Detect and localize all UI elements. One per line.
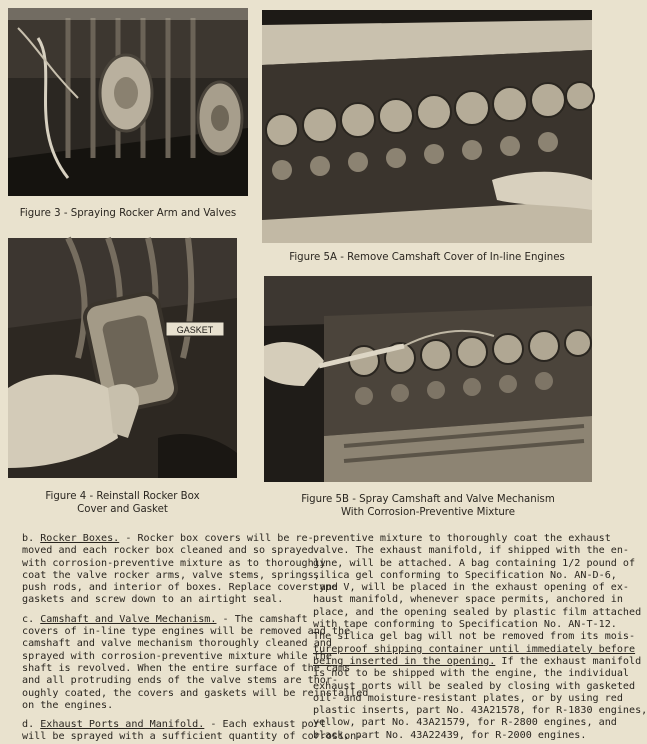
right-text-column: preventive mixture to thoroughly coat the exhaust valve. The exhaust manifold, if shipped with the en- gine, will be attached. A bag containing 1/2 pound of silica gel conforming to Specification No. AN-D-6, type V, will be placed in the exhaust opening of ex- haust manifold, whenever space permits, anchored in place, and the opening sealed by plastic film attached with tape conforming to Specification No. AN-T-12. The silica gel bag will not be removed from its mois- tureproof shipping container until immediately before being inserted in the opening. If the exhaust manifold is not to be shipped with the engine, the individual exhaust ports will be sealed by closing with gasketed oil- and moisture-resistant plates, or by using red plastic inserts, part No. 43A21578, for R-1830 engines, yellow, part No. 43A21579, for R-2800 engines, and black, part No. 43A22439, for R-2000 engines.: [313, 533, 647, 741]
gasket-label: GASKET: [176, 325, 214, 335]
heading-camshaft-valve: Camshaft and Valve Mechanism.: [40, 613, 217, 625]
left-text-column: [22, 533, 369, 744]
figure-4-photo: [8, 238, 237, 478]
paragraph-b: b. Rocker Boxes. - Rocker box covers will be re- moved and each rocker box cleaned and so sprayed with corrosion-preventive mixture as to thoroughly coat the valve rocker arms, valve stems, springs, push rods, and interior of boxes. Replace covers and gaskets and screw down to an airtight seal.: [22, 533, 339, 606]
figure-3-photo: [8, 8, 248, 196]
underlined-text: tureproof shipping container until immediately before: [313, 643, 636, 655]
figure-5b-caption: Figure 5B - Spray Camshaft and Valve Mechanism With Corrosion-Preventive Mixture: [301, 494, 555, 518]
paragraph-d: d. Exhaust Ports and Manifold. - Each exhaust port will be sprayed with a sufficient quantity of corrosion-: [22, 719, 363, 743]
figure-5b-photo: [264, 276, 592, 482]
figure-3-caption: Figure 3 - Spraying Rocker Arm and Valves: [19, 208, 237, 219]
heading-exhaust-ports: Exhaust Ports and Manifold.: [40, 719, 205, 731]
figure-5a-photo: [262, 10, 592, 243]
paragraph-c: c. Camshaft and Valve Mechanism. - The camshaft covers of in-line type engines will be removed and the camshaft and valve mechanism thoroughly cleaned and sprayed with corrosion-preventive mixture while the shaft is revolved. When the entire surface of the cams and all protruding ends of the valve stems are thor- oughly coated, the covers and gaskets will be reinstalled on the engines.: [22, 613, 369, 711]
figure-5a-caption: Figure 5A - Remove Camshaft Cover of In-line Engines: [289, 252, 565, 263]
heading-rocker-boxes: Rocker Boxes.: [40, 533, 120, 544]
figure-4-caption: Figure 4 - Reinstall Rocker Box Cover and Gasket: [45, 491, 200, 515]
